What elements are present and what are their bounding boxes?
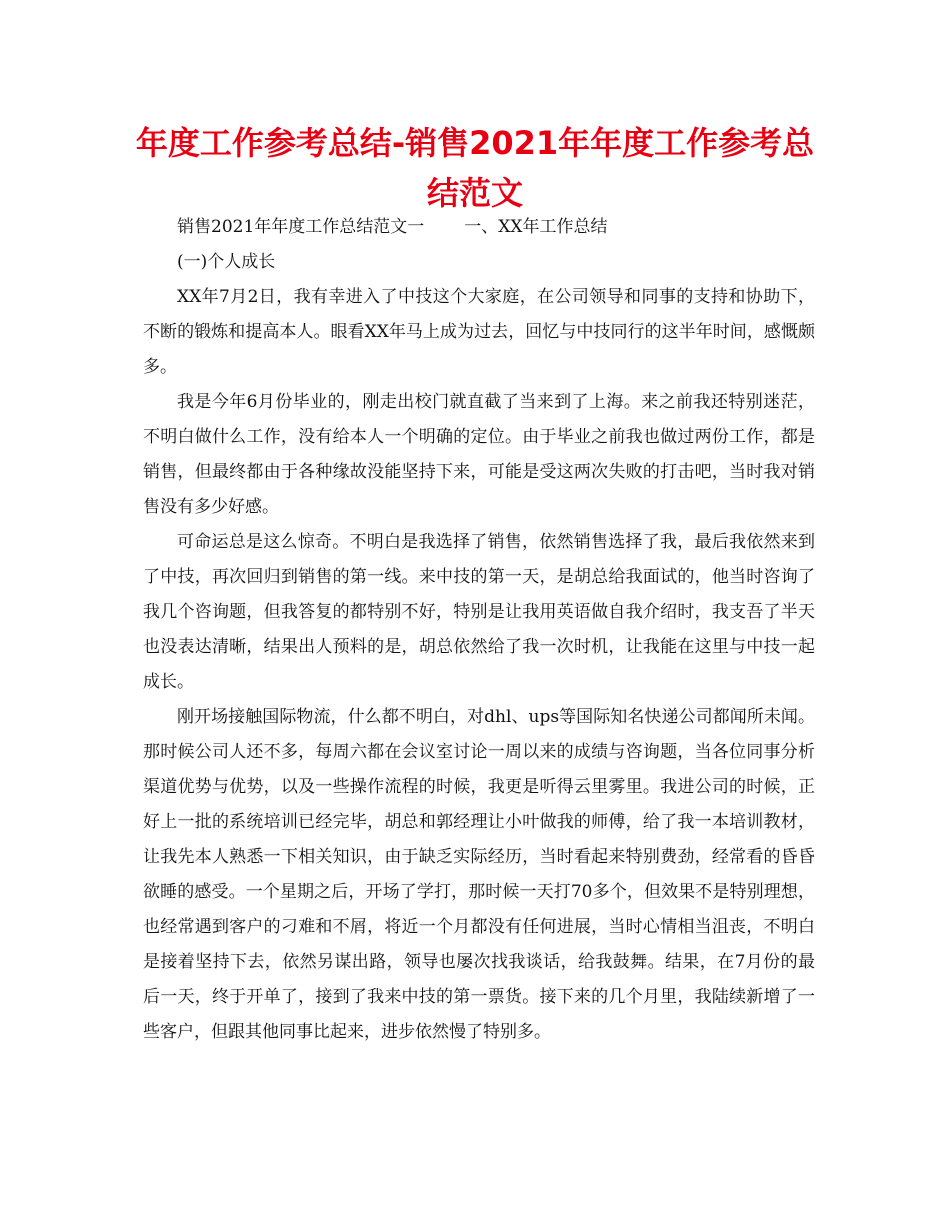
- document-body: [143, 210, 815, 1050]
- paragraph: 可命运总是这么惊奇。不明白是我选择了销售，依然销售选择了我，最后我依然来到了中技，再次回归到销售的第一线。来中技的第一天，是胡总给我面试的，他当时咨询了我几个咨询题，但我答复的都特别不好，特别是让我用英语做自我介绍时，我支吾了半天也没表达清晰，结果出人预料的是，胡总依然给了我一次时机，让我能在这里与中技一起成长。: [143, 532, 815, 692]
- section-heading: 一、XX年工作总结: [464, 217, 608, 237]
- intro-line: [143, 210, 815, 245]
- intro-text: 销售2021年年度工作总结范文一: [177, 217, 425, 237]
- subheading: (一)个人成长: [177, 252, 276, 272]
- paragraph: 刚开场接触国际物流，什么都不明白，对dhl、ups等国际知名快递公司都闻所未闻。那时候公司人还不多，每周六都在会议室讨论一周以来的成绩与咨询题，当各位同事分析渠道优势与优势，以及一些操作流程的时候，我更是听得云里雾里。我进公司的时候，正好上一批的系统培训已经完毕，胡总和郭经理让小叶做我的师傅，给了我一本培训教材，让我先本人熟悉一下相关知识，由于缺乏实际经历，当时看起来特别费劲，经常看的昏昏欲睡的感受。一个星期之后，开场了学打，那时候一天打70多个，但效果不是特别理想，也经常遇到客户的刁难和不屑，将近一个月都没有任何进展，当时心情相当沮丧，不明白是接着坚持下去，依然另谋出路，领导也屡次找我谈话，给我鼓舞。结果，在7月份的最后一天，终于开单了，接到了我来中技的第一票货。接下来的几个月里，我陆续新增了一些客户，但跟其他同事比起来，进步依然慢了特别多。: [143, 707, 815, 1042]
- paragraph: 我是今年6月份毕业的，刚走出校门就直截了当来到了上海。来之前我还特别迷茫，不明白做什么工作，没有给本人一个明确的定位。由于毕业之前我也做过两份工作，都是销售，但最终都由于各种缘故没能坚持下来，可能是受这两次失败的打击吧，当时我对销售没有多少好感。: [143, 392, 815, 517]
- document-title: 年度工作参考总结-销售2021年年度工作参考总结范文: [135, 124, 815, 212]
- paragraph: XX年7月2日，我有幸进入了中技这个大家庭，在公司领导和同事的支持和协助下，不断的锻炼和提高本人。眼看XX年马上成为过去，回忆与中技同行的这半年时间，感慨颇多。: [143, 287, 815, 377]
